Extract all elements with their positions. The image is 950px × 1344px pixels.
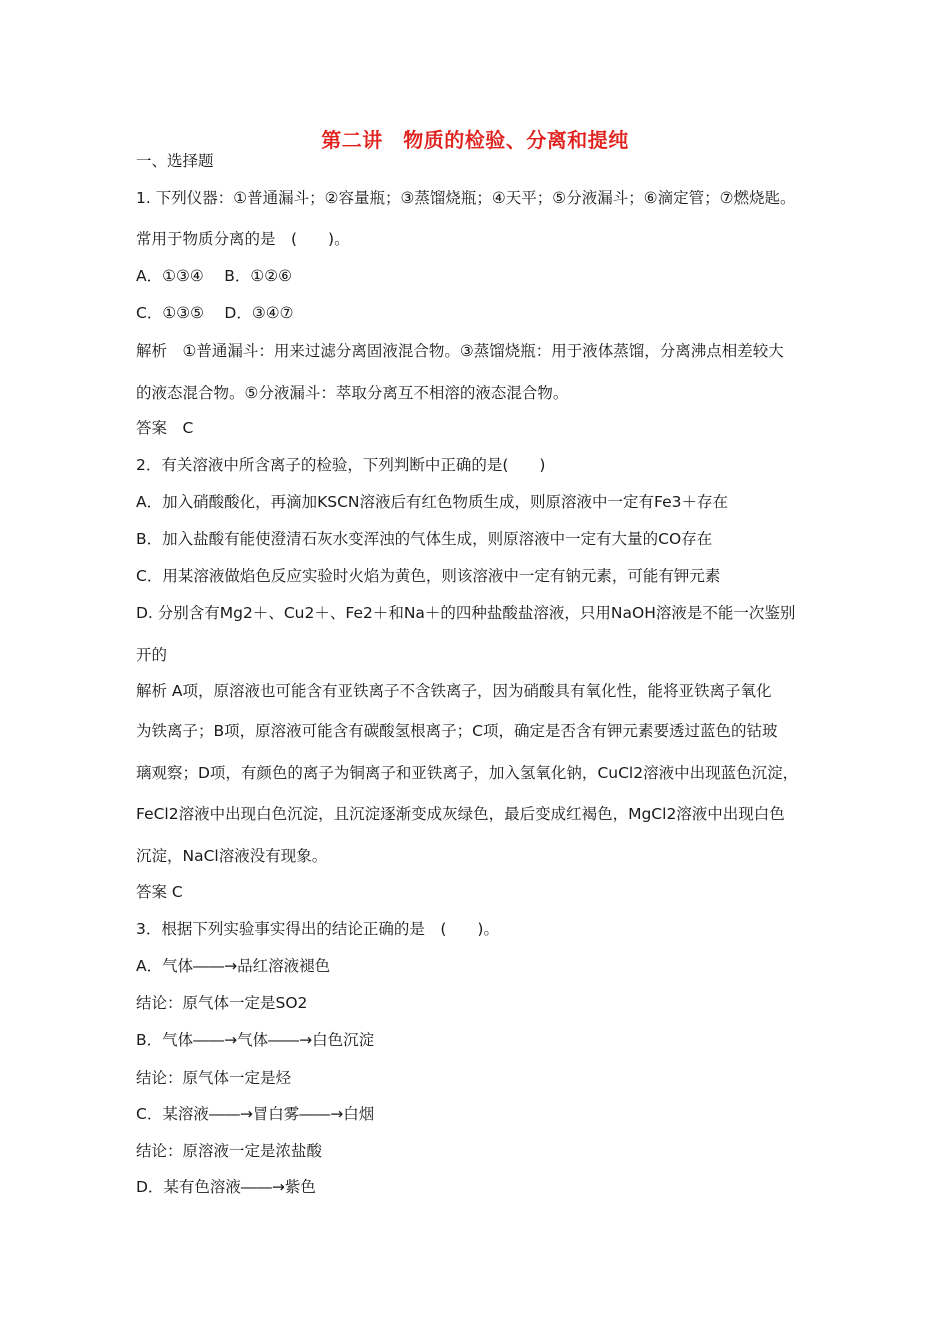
question-1-stem-cont: 常用于物质分离的是 ( )。 [136,230,350,248]
question-1-options-cd: C．①③⑤ D．③④⑦ [136,304,294,322]
question-2-analysis: 解析 A项，原溶液也可能含有亚铁离子不含铁离子，因为硝酸具有氧化性，能将亚铁离子氧化 [136,682,772,700]
question-2-option-c: C．用某溶液做焰色反应实验时火焰为黄色，则该溶液中一定有钠元素，可能有钾元素 [136,567,721,585]
question-3-option-c: C．某溶液――→冒白雾――→白烟 [136,1105,375,1123]
question-2-option-d: D. 分别含有Mg2＋、Cu2＋、Fe2＋和Na＋的四种盐酸盐溶液，只用NaOH溶液是不能一次鉴别 [136,604,796,622]
question-2-analysis-cont-3: FeCl2溶液中出现白色沉淀，且沉淀逐渐变成灰绿色，最后变成红褐色，MgCl2溶液中出现白色 [136,805,785,823]
question-3-conclusion-b: 结论：原气体一定是烃 [136,1069,292,1087]
question-2-option-b: B．加入盐酸有能使澄清石灰水变浑浊的气体生成，则原溶液中一定有大量的CO存在 [136,530,713,548]
question-3-option-b: B．气体――→气体――→白色沉淀 [136,1031,375,1049]
question-3-option-a: A．气体――→品红溶液褪色 [136,957,331,975]
question-1-options-ab: A．①③④ B．①②⑥ [136,267,293,285]
question-1-analysis: 解析 ①普通漏斗：用来过滤分离固液混合物。③蒸馏烧瓶：用于液体蒸馏，分离沸点相差较大 [136,342,784,360]
question-2-stem: 2．有关溶液中所含离子的检验，下列判断中正确的是( ) [136,456,546,474]
question-1-answer: 答案 C [136,419,194,437]
question-3-option-d: D．某有色溶液――→紫色 [136,1178,316,1196]
question-2-analysis-cont-1: 为铁离子；B项，原溶液可能含有碳酸氢根离子；C项，确定是否含有钾元素要透过蓝色的钴玻 [136,722,778,740]
document-title: 第二讲 物质的检验、分离和提纯 [321,128,629,152]
question-3-conclusion-c: 结论：原溶液一定是浓盐酸 [136,1142,323,1160]
question-2-option-d-cont: 开的 [136,646,168,664]
question-3-conclusion-a: 结论：原气体一定是SO2 [136,994,308,1012]
question-2-option-a: A．加入硝酸酸化，再滴加KSCN溶液后有红色物质生成，则原溶液中一定有Fe3＋存在 [136,493,728,511]
section-heading: 一、选择题 [136,152,214,170]
question-2-analysis-cont-2: 璃观察；D项，有颜色的离子为铜离子和亚铁离子，加入氢氧化钠，CuCl2溶液中出现蓝色沉淀， [136,764,799,782]
question-1-stem: 1. 下列仪器：①普通漏斗；②容量瓶；③蒸馏烧瓶；④天平；⑤分液漏斗；⑥滴定管；⑦燃烧匙。 [136,189,796,207]
question-3-stem: 3．根据下列实验事实得出的结论正确的是 ( )。 [136,920,499,938]
question-2-answer: 答案 C [136,883,183,901]
question-1-analysis-cont: 的液态混合物。⑤分液漏斗：萃取分离互不相溶的液态混合物。 [136,384,569,402]
question-2-analysis-cont-4: 沉淀，NaCl溶液没有现象。 [136,847,328,865]
